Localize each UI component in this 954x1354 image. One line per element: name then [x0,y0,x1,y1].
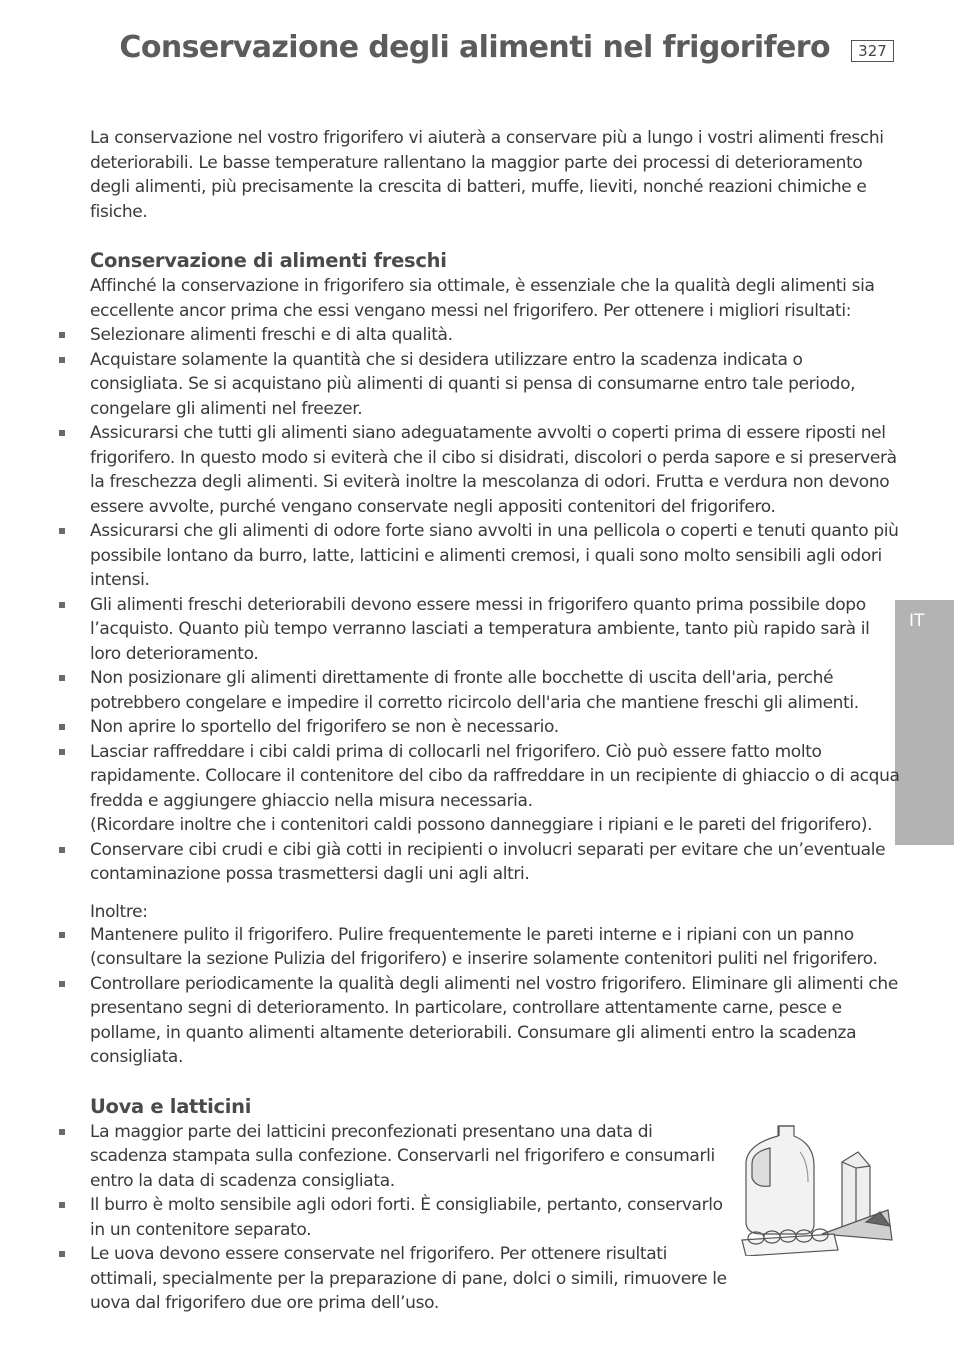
language-tab [895,600,954,845]
list-item-text: Le uova devono essere conservate nel frigorifero. Per ottenere risultati ottimali, specialmente per la preparazione di pane, dolci o simili, rimuovere le uova dal frigorifero due ore prima dell’uso. [90,1244,727,1313]
list-item-text: Conservare cibi crudi e cibi già cotti in recipienti o involucri separati per evitare che un’eventuale contaminazione possa trasmettersi dagli uni agli altri. [90,839,886,884]
bullet-icon [59,1129,65,1135]
list-item [90,1242,730,1316]
bullet-icon [59,357,65,363]
bullet-icon [59,602,65,608]
list-item [90,348,900,422]
list-item [90,923,900,972]
bullet-icon [59,724,65,730]
list-item-text: Controllare periodicamente la qualità degli alimenti nel vostro frigorifero. Eliminare gli alimenti che presentano segni di deterioramento. In particolare, controllare attentamente carne, pesce e pollame, in quanto alimenti altamente deteriorabili. Consumare gli alimenti entro la scadenza consigliata. [90,973,898,1067]
list-item [90,666,900,715]
page-title: Conservazione degli alimenti nel frigorifero [119,30,830,65]
bullet-icon [59,1251,65,1257]
dairy-products-illustration [738,1122,896,1256]
bullet-icon [59,332,65,338]
bullet-icon [59,675,65,681]
also-label: Inoltre: [90,901,148,922]
section-heading-fresh: Conservazione di alimenti freschi [90,249,447,272]
list-item-text: Assicurarsi che gli alimenti di odore forte siano avvolti in una pellicola o coperti e tenuti quanto più possibile lontano da burro, latte, latticini e alimenti cremosi, i quali sono molto sensibili agli odori intensi. [90,521,899,590]
bullet-icon [59,932,65,938]
bullet-icon [59,847,65,853]
list-item-text: Non aprire lo sportello del frigorifero se non è necessario. [90,717,559,737]
list-item-text: Selezionare alimenti freschi e di alta qualità. [90,325,453,345]
bullet-icon [59,528,65,534]
list-item [90,1120,730,1194]
bullet-icon [59,749,65,755]
bullet-icon [59,430,65,436]
list-item-text: Lasciar raffreddare i cibi caldi prima di collocarli nel frigorifero. Ciò può essere fatto molto rapidamente. Collocare il contenitore del cibo da raffreddare in un recipiente di ghiaccio o di acqua fredda e aggiungere ghiaccio nella misura necessaria. [90,741,900,811]
list-item [90,323,900,348]
intro-paragraph: La conservazione nel vostro frigorifero vi aiuterà a conservare più a lungo i vostri alimenti freschi deteriorabili. Le basse temperature rallentano la maggior parte dei processi di deterioramento degli alimenti, più precisamente la crescita di batteri, muffe, lieviti, nonché reazioni chimiche e fisiche. [90,128,884,222]
list-item [90,421,900,519]
list-item-text: Il burro è molto sensibile agli odori forti. È consigliabile, pertanto, conservarlo in un contenitore separato. [90,1195,723,1240]
list-item [90,740,900,838]
hot-food-note: (Ricordare inoltre che i contenitori caldi possono danneggiare i ripiani e le pareti del frigorifero). [90,815,873,835]
list-item-text: Gli alimenti freschi deteriorabili devono essere messi in frigorifero quanto prima possibile dopo l’acquisto. Quanto più tempo verranno lasciati a temperatura ambiente, tanto più rapido sarà il loro deterioramento. [90,594,870,664]
fresh-bullet-list [90,323,900,887]
list-item-text: La maggior parte dei latticini preconfezionati presentano una data di scadenza stampata sulla confezione. Conservarli nel frigorifero e consumarli entro la data di scadenza consigliata. [90,1121,715,1191]
list-item-text: Non posizionare gli alimenti direttamente di fronte alle bocchette di uscita dell'aria, perché potrebbero congelare e impedire il corretto ricircolo dell'aria che mantiene freschi gli alimenti. [90,668,859,713]
section-heading-dairy: Uova e latticini [90,1094,252,1118]
list-item [90,1193,730,1242]
bullet-icon [59,1202,65,1208]
list-item-text: Acquistare solamente la quantità che si desidera utilizzare entro la scadenza indicata o consigliata. Se si acquistano più alimenti di quanti si pensa di consumarne entro tale periodo, congelare gli alimenti nel freezer. [90,349,856,419]
also-bullet-list [90,923,900,1070]
list-item [90,593,900,667]
dairy-bullet-list [90,1120,730,1316]
list-item [90,519,900,593]
bullet-icon [59,981,65,987]
language-label: IT [909,611,925,631]
list-item [90,972,900,1070]
list-item-text: Assicurarsi che tutti gli alimenti siano adeguatamente avvolti o coperti prima di essere riposti nel frigorifero. In questo modo si eviterà che il cibo si disidrati, discolori o perda sapore e si preserverà la freschezza degli alimenti. Si eviterà inoltre la mescolanza di odori. Frutta e verdura non devono essere avvolte, purché vengano conservate negli appositi contenitori del frigorifero. [90,423,897,517]
list-item [90,838,900,887]
list-item-text: Mantenere pulito il frigorifero. Pulire frequentemente le pareti interne e i ripiani con un panno (consultare la sezione Pulizia del frigorifero) e inserire solamente contenitori puliti nel frigorifero. [90,924,878,969]
page-number: 327 [851,40,894,62]
section-lead-fresh: Affinché la conservazione in frigorifero sia ottimale, è essenziale che la qualità degli alimenti sia eccellente ancor prima che essi vengano messi nel frigorifero. Per ottenere i migliori risultati: [90,276,875,321]
list-item [90,715,900,740]
